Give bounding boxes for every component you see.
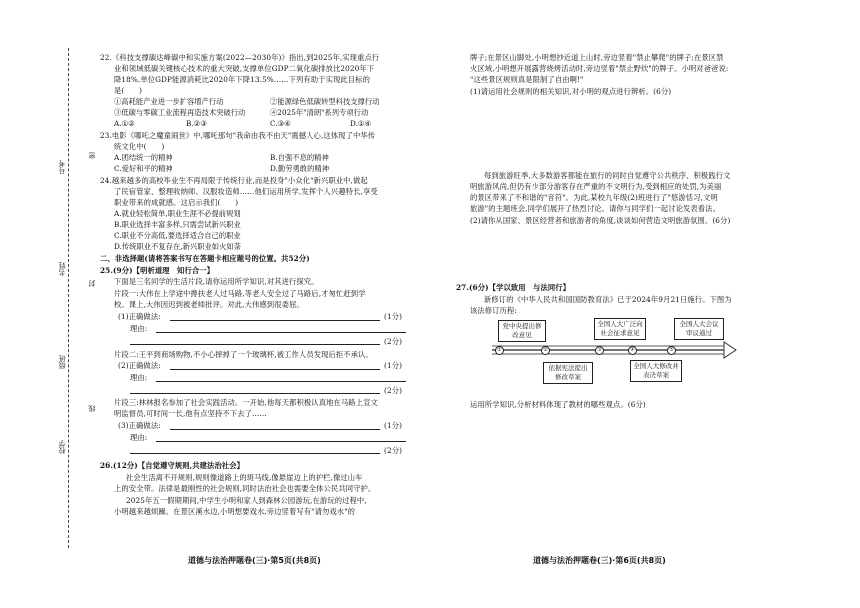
- binding-label-exam-no: 号考: [58, 160, 66, 174]
- q25-heading: 25.(9分)【明析道理 知行合一】: [100, 266, 215, 275]
- q23-line1: 23.电影《哪吒之魔童闹世》中,哪吒那句"我命由我不由天"震撼人心,这体现了中华传: [100, 131, 376, 140]
- timeline-box-5: 全国人大修改并表决草案: [630, 360, 682, 382]
- q22-item2: ②能源绿色低碳转型科技支撑行动: [270, 97, 380, 106]
- binding-label-name: 名姓: [58, 262, 66, 276]
- q25-correct-label-1: (1)正确做法:: [118, 312, 161, 321]
- q25-reason-label-2: 理由:: [130, 373, 148, 382]
- q26-cont-line1: 牌子;在景区山脚处,小明想抄近道上山时,旁边竖着"禁止攀爬"的牌子;在景区禁: [470, 53, 724, 62]
- timeline-step-4: ④: [628, 346, 637, 355]
- q25-fragment1-line2: 校。课上,大伟因迟到被老师批评。对此,大伟感到很委屈。: [114, 300, 304, 309]
- q25-score-5: (1分): [384, 421, 403, 430]
- q23-option-d: D.勤劳勇敢的精神: [270, 164, 329, 173]
- q26-cont-line3: "这些景区规则真是限制了自由啊!": [470, 75, 584, 84]
- timeline-box-3: 全国人大会议审议通过: [674, 318, 724, 340]
- answer-line[interactable]: [156, 381, 406, 382]
- timeline-box-1: 党中央提出修改意见: [498, 320, 546, 342]
- q26-para1-line2: 上的安全带。法律是最刚性的社会规则,同时法治社会也需要全体公民共同守护。: [114, 484, 376, 493]
- q25-fragment3-line1: 片段三:林林报名参加了社会实践活动。一开始,他每天都积极认真地在马路上宣文: [114, 398, 378, 407]
- q22-line2: 业和领域低碳关键核心技术的重大突破,支撑单位GDP二氧化碳排放比2020年下: [114, 64, 375, 73]
- q22-line1: 22.《科技支撑碳达峰碳中和实施方案(2022—2030年)》指出,到2025年,实现重点行: [100, 53, 380, 62]
- timeline-step-3: ③: [595, 346, 604, 355]
- timeline-box-2: 全国人大广泛向社会征求意见: [594, 318, 646, 340]
- q25-correct-label-2: (2)正确做法:: [118, 361, 161, 370]
- q25-intro: 下面是三名同学的生活片段,请你运用所学知识,对其进行探究。: [114, 277, 319, 286]
- binding-label-class: 级班: [58, 355, 66, 369]
- answer-line[interactable]: [130, 393, 380, 394]
- q25-reason-label-3: 理由:: [130, 433, 148, 442]
- q27-line1: 新修订的《中华人民共和国国防教育法》已于2024年9月21日施行。下图为: [484, 295, 732, 304]
- q26-para3-line3: 的景区带来了不和谐的"音符"。为此,某校九年级(2)班进行了"悠游恬习,文明: [470, 193, 718, 202]
- binding-line: [68, 48, 69, 548]
- answer-line[interactable]: [156, 332, 406, 333]
- q25-score-6: (2分): [384, 446, 403, 455]
- q22-item1: ①高耗能产业进一步扩容增产行动: [114, 97, 224, 106]
- q24-line2: 了民宿管家、整理收纳师、汉服妆造师……他们运用所学,发挥个人兴趣特长,享受: [114, 187, 378, 196]
- q26-subquestion-1: (1)请运用社会规则的相关知识,对小明的观点进行辨析。(6分): [470, 87, 672, 96]
- seal-char-1: 密: [88, 152, 96, 159]
- q25-reason-label-1: 理由:: [130, 324, 148, 333]
- q26-subquestion-2: (2)请你从国家、景区经营者和旅游者的角度,谈谈如何营造文明旅游氛围。(6分): [470, 216, 731, 225]
- answer-line[interactable]: [170, 320, 380, 321]
- q26-para2-line2: 小明越来越烦躁。在景区溪水边,小明想要戏水,旁边竖着写有"请勿戏水"的: [114, 507, 356, 516]
- q26-para3-line4: 旅游"的主题班会,同学们展开了热烈讨论。请你与同学们一起讨论发表看法。: [470, 204, 720, 213]
- q24-option-d: D.传统职业不复存在,新兴职业如火如荼: [114, 242, 241, 251]
- timeline-box-4: 依据宪法提出修改草案: [543, 362, 593, 384]
- q26-para1-line1: 社会生活离不开规则,规则像道路上的斑马线,像悬崖边上的护栏,像过山车: [126, 473, 363, 482]
- q26-para3-line2: 明旅游风尚,但仍有少部分游客存在严重的不文明行为,受到相应的处罚,为美丽: [470, 182, 722, 191]
- q25-correct-label-3: (3)正确做法:: [118, 421, 161, 430]
- answer-line[interactable]: [130, 453, 380, 454]
- timeline-step-1: ①: [495, 346, 504, 355]
- answer-line[interactable]: [156, 441, 406, 442]
- answer-line[interactable]: [170, 369, 380, 370]
- q25-fragment3-line2: 明监督员,可时间一长,他有点坚持不下去了……: [114, 409, 267, 418]
- q25-score-4: (2分): [384, 386, 403, 395]
- q25-score-3: (1分): [384, 361, 403, 370]
- q24-option-b: B.职业选择丰富多样,只需尝试新兴职业: [114, 220, 241, 229]
- q25-score-2: (2分): [384, 337, 403, 346]
- q26-heading: 26.(12分)【自觉遵守规则,共建法治社会】: [100, 461, 245, 470]
- q22-option-b: B.②③: [186, 119, 207, 128]
- q26-para2-line1: 2025年五一假期期间,中学生小明和家人到森林公园游玩,在游玩的过程中,: [126, 496, 367, 505]
- left-page-footer: 道德与法治押题卷(三)·第5页(共8页): [188, 556, 321, 565]
- binding-label-school: 校学: [58, 440, 66, 454]
- q24-line3: 职业带来的成就感。这启示我们( ): [114, 198, 239, 207]
- q24-option-c: C.职业不分高低,要选择适合自己的职业: [114, 231, 241, 240]
- q24-option-a: A.就业轻松简单,职业生涯不必提前规划: [114, 209, 241, 218]
- q25-fragment1-line1: 片段一:大伟在上学途中搀扶老人过马路,等老人安全过了马路后,才匆忙赶到学: [114, 289, 366, 298]
- right-page-footer: 道德与法治押题卷(三)·第6页(共8页): [533, 556, 666, 565]
- q22-line4: 是( ): [114, 86, 143, 95]
- seal-char-3: 线: [88, 405, 96, 412]
- q26-para3-line1: 每到旅游旺季,大多数游客都能在旅行的同时自觉遵守公共秩序、积极践行文: [484, 171, 731, 180]
- timeline-step-5: ⑤: [667, 346, 676, 355]
- q23-option-b: B.自强不息的精神: [270, 153, 329, 162]
- section-2-heading: 二、非选择题(请将答案书写在答题卡相应题号的位置。共52分): [100, 254, 310, 263]
- q26-cont-line2: 火区域,小明想开展露营烧烤活动时,旁边竖着"禁止野炊"的牌子。小明对爸爸说:: [470, 64, 729, 73]
- q22-line3: 降18%,单位GDP能源消耗比2020年下降13.5%……下列有助于实现此目标的: [114, 75, 371, 84]
- q27-heading: 27.(6分)【学以致用 与法同行】: [456, 283, 571, 292]
- q23-option-c: C.爱好和平的精神: [114, 164, 173, 173]
- q25-fragment2: 片段二:王平到商场购物,不小心摔掉了一个玻璃杯,被工作人员发现后拒不承认。: [114, 350, 373, 359]
- q22-option-a: A.①②: [114, 119, 135, 128]
- timeline-arrow: [490, 340, 740, 360]
- answer-line[interactable]: [130, 344, 380, 345]
- q22-option-c: C.③④: [270, 119, 291, 128]
- q23-line2: 统文化中( ): [114, 142, 165, 151]
- seal-char-2: 封: [88, 280, 96, 287]
- q27-line2: 该法修订历程:: [470, 306, 517, 315]
- answer-line[interactable]: [170, 429, 380, 430]
- q27-question: 运用所学知识,分析材料体现了教材的哪些观点。(6分): [470, 400, 646, 409]
- q24-line1: 24.越来越多的高校毕业生不再局限于传统行业,而是投身"小众化"新兴职业中,做起: [100, 176, 368, 185]
- q25-score-1: (1分): [384, 312, 403, 321]
- timeline-step-2: ②: [541, 346, 550, 355]
- q22-option-d: D.①④: [350, 119, 371, 128]
- q22-item4: ④2025年"清朗"系列专项行动: [270, 108, 369, 117]
- q22-item3: ③低碳与零碳工业流程再造技术突破行动: [114, 108, 246, 117]
- q23-option-a: A.团结统一的精神: [114, 153, 173, 162]
